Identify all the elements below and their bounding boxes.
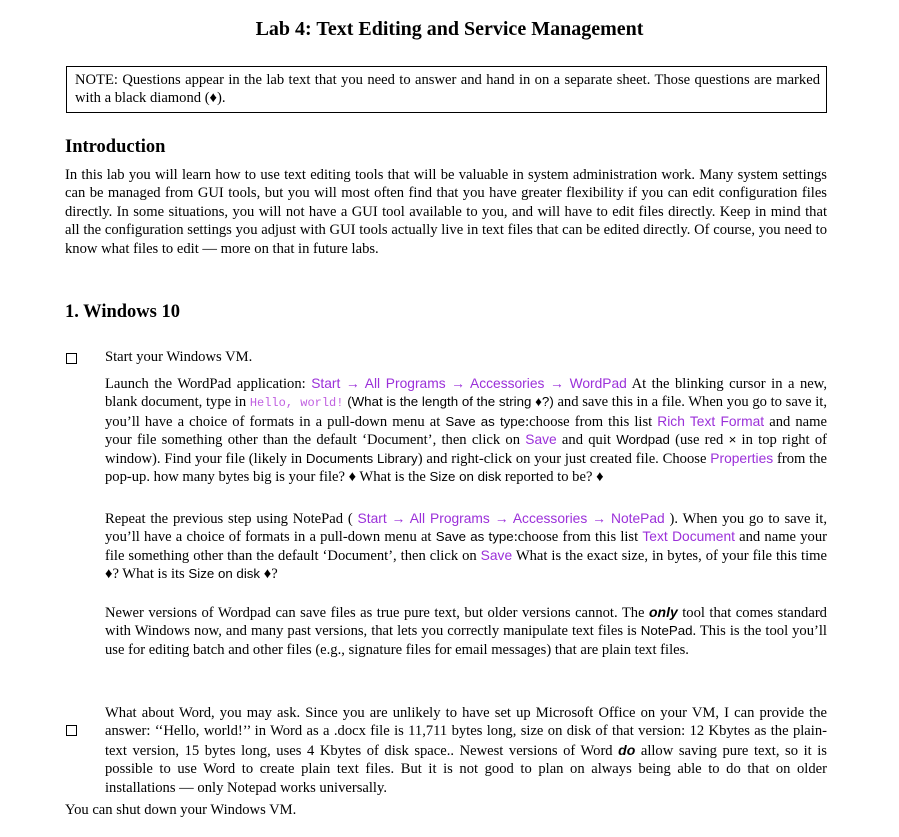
text: from the pop-up. how many bytes big is your file? ♦ What is the	[105, 450, 828, 486]
wordpad-label: Wordpad	[616, 432, 670, 448]
page-title: Lab 4: Text Editing and Service Management	[255, 18, 644, 40]
step-start-vm: Start your Windows VM.	[105, 349, 253, 365]
documents-library-label: Documents Library	[305, 450, 418, 466]
text: Repeat the previous step using NotePad (	[105, 511, 358, 527]
text: Launch the WordPad application:	[105, 376, 312, 392]
question-length: (What is the length of the string ♦?)	[343, 394, 554, 410]
save-label: Save	[525, 432, 557, 448]
note-box: NOTE: Questions appear in the lab text that you need to answer and hand in on a separate sheet. Those questions are marked with a black diamond (♦).	[66, 66, 827, 113]
text: :choose from this list	[525, 413, 658, 430]
text: (use red	[669, 432, 729, 449]
text: and name your file something other than the default ‘Document’, then click on	[105, 413, 827, 449]
notepad-label: NotePad	[640, 623, 693, 639]
text: ). When you go to save it, you’ll have a choice of formats in a pull-down menu at	[105, 511, 827, 546]
size-on-disk-label: Size on disk	[188, 566, 261, 582]
text: and save this in a file. When you go to save it, you’ll have a choice of formats in a pull-down menu at	[105, 394, 828, 430]
text: :choose from this list	[513, 529, 643, 546]
text: and quit	[556, 432, 617, 449]
rich-text-format-option: Rich Text Format	[657, 413, 765, 429]
text: ) and right-click on your just created file. Choose	[417, 450, 711, 467]
text: What is the exact size, in bytes, of your file this time ♦? What is its	[105, 547, 827, 583]
text: . This is the tool you’ll use for editing batch and other files (e.g., signature files for email messages) that are plain text files.	[105, 623, 827, 658]
text: What about Word, you may ask. Since you are unlikely to have set up Microsoft Office on your VM, I can provide the answer: ‘‘Hello, world!’’ in Word as a .docx file is 11,711 bytes long, size on disk of that version: 12 Kbytes as the plain-text version, 15 bytes long, uses 4 Kbytes of disk space.. Newest versions of Word	[105, 705, 827, 759]
save-as-type-label: Save as type	[445, 413, 526, 429]
save-label: Save	[480, 547, 513, 563]
step-checkbox[interactable]	[66, 353, 77, 364]
wordpad-paragraph	[105, 375, 827, 486]
only-emphasis: only	[649, 604, 678, 620]
newer-wordpad-paragraph	[105, 603, 827, 659]
notepad-paragraph	[105, 510, 827, 584]
word-paragraph	[105, 704, 827, 797]
notepad-menu-path: Start → All Programs → Accessories → NotePad	[357, 511, 665, 526]
close-x-icon: ×	[728, 432, 737, 448]
step-checkbox[interactable]	[66, 725, 77, 736]
properties-label: Properties	[710, 450, 774, 466]
intro-heading: Introduction	[65, 137, 166, 157]
text: reported to be? ♦	[501, 469, 604, 486]
text: tool that comes standard with Windows now, and many past versions, that lets you correctly manipulate text files is	[105, 605, 827, 640]
text: At the blinking cursor in a new, blank document, type in	[105, 376, 828, 411]
text: and name your file something other than the default ‘Document’, then click on	[105, 529, 827, 564]
size-on-disk-label: Size on disk	[429, 469, 502, 485]
shutdown-line: You can shut down your Windows VM.	[65, 802, 297, 818]
text: in top right of window). Find your file (likely in	[105, 432, 827, 467]
text: Newer versions of Wordpad can save files as true pure text, but older versions cannot. The	[105, 605, 649, 621]
save-as-type-label: Save as type	[435, 529, 514, 545]
text-document-option: Text Document	[642, 529, 735, 545]
wordpad-menu-path: Start → All Programs → Accessories → WordPad	[311, 376, 627, 391]
do-emphasis: do	[618, 741, 636, 758]
text: allow saving pure text, so it is possible to use Word to create plain text files. But it is not good to plan on always being able to do that on older installations — only Notepad works universally.	[105, 742, 827, 796]
intro-paragraph: In this lab you will learn how to use text editing tools that will be valuable in system administration work. Many system settings can be managed from GUI tools, but you will most often find that you have greater flexibility if you can edit configuration files directly. In some situations, you will not have a GUI tool available to you, and will have to edit files directly. Keep in mind that all the configuration settings you adjust with GUI tools actually live in text files that can be edited directly. Of course, you need to know what files to edit — more on that in future labs.	[65, 167, 827, 257]
hello-world-code: Hello, world!	[249, 396, 344, 411]
section-heading-windows: 1. Windows 10	[65, 302, 180, 322]
text: ♦?	[260, 566, 278, 583]
